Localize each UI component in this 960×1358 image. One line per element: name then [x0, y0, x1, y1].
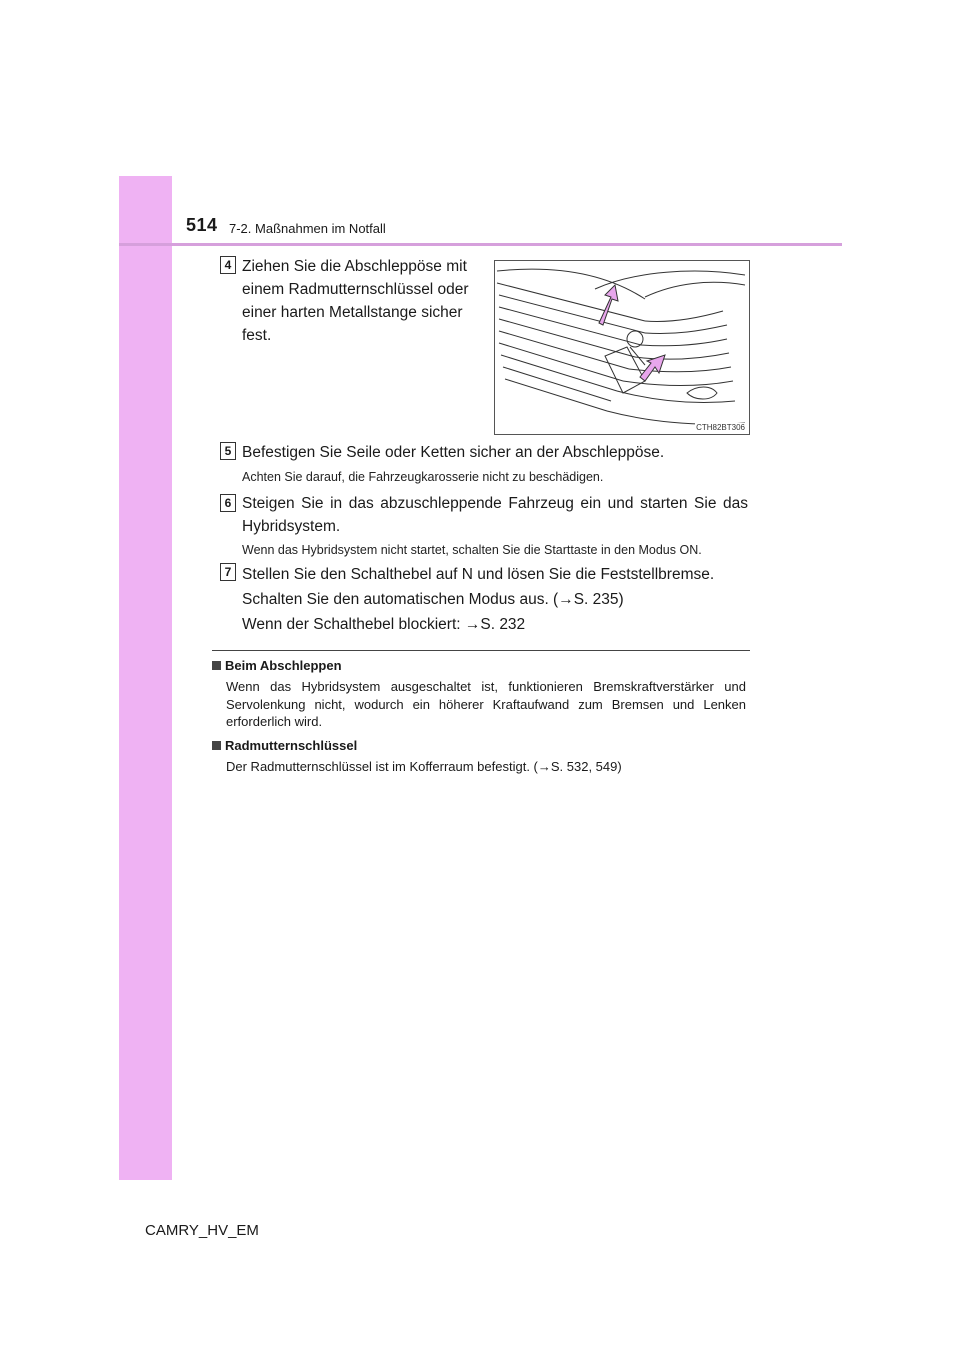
section-title: 7-2. Maßnahmen im Notfall — [229, 221, 386, 236]
chapter-sidebar-tab — [119, 176, 172, 1180]
step-7-line: Stellen Sie den Schalthebel auf N und lösen Sie die Feststellbremse. — [242, 566, 715, 583]
info-body: Der Radmutternschlüssel ist im Kofferraum befestigt. (→S. 532, 549) — [226, 759, 622, 774]
page-number: 514 — [186, 215, 218, 235]
section-divider — [212, 650, 750, 651]
figure-label: CTH82BT306 — [696, 423, 745, 432]
step-number-7: 7 — [220, 563, 236, 581]
step-7-line: Wenn der Schalthebel blockiert: →S. 232 — [242, 616, 526, 633]
info-heading-text: Radmutternschlüssel — [225, 738, 358, 753]
info-body: Wenn das Hybridsystem ausgeschaltet ist, funktionieren Bremskraftverstärker und Servolenkung nicht, wodurch ein höherer Kraftaufwand zum Bremsen und Lenken erforderlich wird. — [226, 679, 746, 729]
info-heading — [212, 738, 357, 753]
header-rule — [119, 243, 842, 246]
step-6-line: Steigen Sie in das abzuschleppende Fahrzeug ein und starten Sie das — [242, 495, 748, 512]
info-heading — [212, 658, 342, 673]
step-4-text — [242, 255, 469, 347]
tow-eye-illustration — [494, 260, 750, 435]
step-5-note: Achten Sie darauf, die Fahrzeugkarosserie nicht zu beschädigen. — [242, 470, 604, 484]
step-4-line: Ziehen Sie die Abschleppöse mit — [242, 258, 467, 275]
step-4-line: einer harten Metallstange sicher — [242, 304, 463, 321]
bullet-square-icon — [212, 661, 221, 670]
step-number-6: 6 — [220, 494, 236, 512]
step-6-note: Wenn das Hybridsystem nicht startet, schalten Sie die Starttaste in den Modus ON. — [242, 543, 702, 557]
step-5-text: Befestigen Sie Seile oder Ketten sicher an der Abschleppöse. — [242, 444, 665, 461]
step-number-4: 4 — [220, 256, 236, 274]
grille-drawing — [495, 261, 749, 434]
step-7-line: Schalten Sie den automatischen Modus aus. (→S. 235) — [242, 591, 624, 608]
footer-model-code: CAMRY_HV_EM — [145, 1222, 259, 1239]
bullet-square-icon — [212, 741, 221, 750]
step-4-line: einem Radmutternschlüssel oder — [242, 281, 469, 298]
step-6-line: Hybridsystem. — [242, 518, 341, 535]
info-heading-text: Beim Abschleppen — [225, 658, 342, 673]
step-7-text — [242, 562, 714, 637]
step-4-line: fest. — [242, 327, 272, 344]
step-6-text — [242, 492, 748, 538]
step-number-5: 5 — [220, 442, 236, 460]
